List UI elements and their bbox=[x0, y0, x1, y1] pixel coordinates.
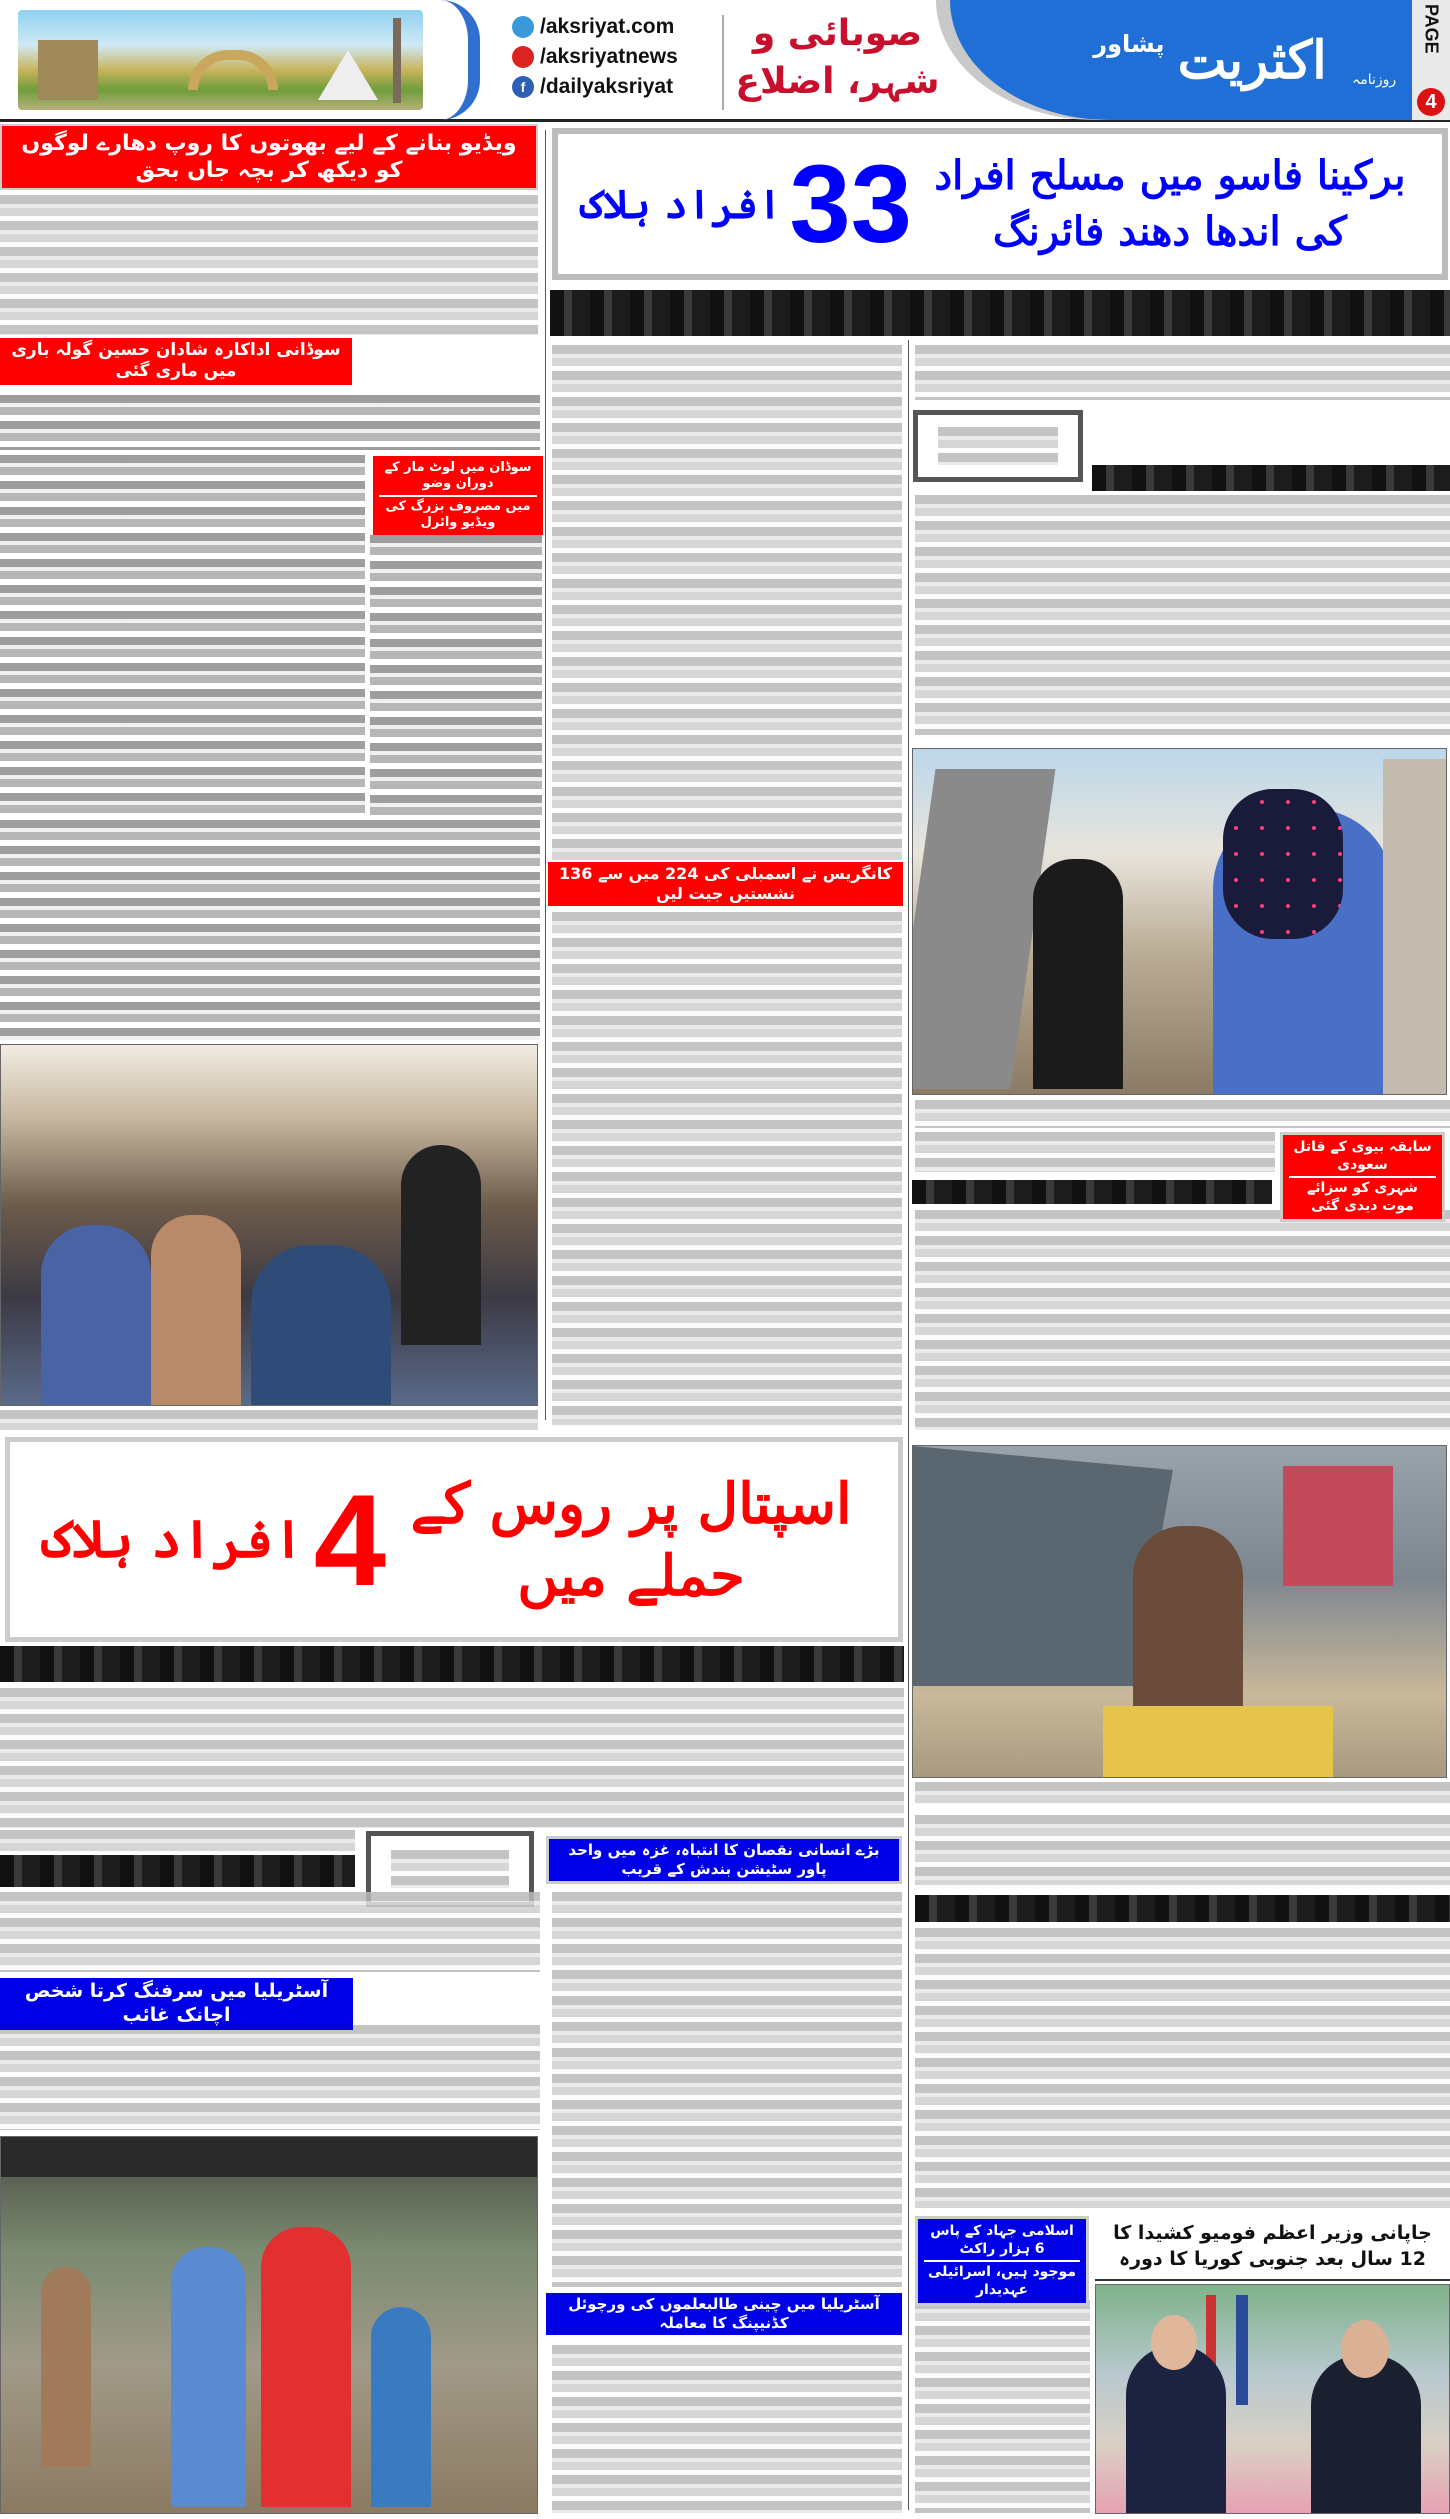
headline-gaza-power: بڑے انسانی نقصان کا انتباہ، غزہ میں واحد پاور سٹیشن بندش کے قریب bbox=[546, 1836, 902, 1884]
social-link-youtube[interactable]: /aksriyatnews bbox=[512, 42, 712, 72]
article-text bbox=[915, 345, 1450, 400]
article-text bbox=[0, 195, 538, 335]
headline-hospital-attack: اسپتال پر روس کے حملے میں 4 افراد ہلاک bbox=[5, 1437, 903, 1642]
subheadline-pixelated bbox=[915, 1895, 1450, 1922]
article-text bbox=[0, 1892, 540, 1972]
subheadline-pixelated bbox=[912, 1180, 1272, 1204]
headline-australia-surfer: آسٹریلیا میں سرفنگ کرتا شخص اچانک غائب bbox=[0, 1978, 353, 2030]
article-text bbox=[0, 820, 540, 1040]
photo-refugee-tent bbox=[912, 1445, 1447, 1778]
photo-caption bbox=[0, 1410, 538, 1430]
article-text bbox=[0, 395, 540, 450]
social-link-website[interactable]: /aksriyat.com bbox=[512, 12, 712, 42]
section-title: صوبائی و شہر، اضلاع bbox=[735, 13, 940, 102]
column-rule bbox=[545, 130, 546, 1420]
article-text bbox=[915, 1928, 1450, 2208]
column-rule bbox=[908, 340, 909, 2510]
paper-name: اکثریت bbox=[1177, 30, 1327, 91]
article-text bbox=[370, 535, 542, 818]
headline-sudan-wudu: سوڈان میں لوٹ مار کے دوران وضو میں مصروف بزرگ کی ویڈیو وائرل bbox=[373, 456, 543, 535]
article-text bbox=[0, 455, 365, 815]
article-text bbox=[915, 495, 1450, 735]
social-links bbox=[512, 12, 712, 102]
masthead bbox=[0, 0, 1450, 122]
paper-city: پشاور bbox=[1093, 30, 1165, 58]
article-text bbox=[0, 1830, 355, 1852]
photo-japan-korea-leaders bbox=[1095, 2284, 1450, 2514]
article-text bbox=[0, 2025, 540, 2130]
globe-icon bbox=[512, 16, 534, 38]
page-number-badge: PAGE 4 bbox=[1412, 0, 1450, 120]
article-text bbox=[915, 1132, 1275, 1172]
subheadline-pixelated bbox=[1092, 465, 1450, 491]
photo-children-megaphone bbox=[0, 2136, 538, 2514]
article-text bbox=[915, 1210, 1450, 1430]
youtube-icon bbox=[512, 46, 534, 68]
headline-ghost-video: ویڈیو بنانے کے لیے بھوتوں کا روپ دھارے لوگوں کو دیکھ کر بچہ جاں بحق bbox=[0, 124, 538, 190]
highlight-box bbox=[913, 410, 1083, 482]
headline-burkina-faso: برکینا فاسو میں مسلح افراد کی اندھا دھند فائرنگ 33 افراد ہلاک bbox=[552, 128, 1448, 280]
article-text bbox=[552, 1892, 902, 2287]
photo-caption bbox=[915, 1100, 1450, 1128]
social-link-facebook[interactable]: f /dailyaksriyat bbox=[512, 72, 712, 102]
article-text bbox=[552, 912, 902, 1425]
photo-crowd bbox=[0, 1044, 538, 1406]
article-text bbox=[915, 1815, 1450, 1885]
brand-banner bbox=[950, 0, 1450, 120]
article-text bbox=[915, 2300, 1090, 2513]
headline-saudi: سابقہ بیوی کے قاتل سعودی شہری کو سزائے موت دیدی گئی bbox=[1280, 1132, 1445, 1222]
subheadline-pixelated bbox=[0, 1855, 355, 1887]
photo-woman-child bbox=[912, 748, 1447, 1095]
subheadline-pixelated bbox=[550, 290, 1450, 336]
article-text bbox=[552, 2345, 902, 2513]
headline-congress: کانگریس نے اسمبلی کی 224 میں سے 136 نشستیں جیت لیں bbox=[548, 862, 903, 906]
header-photo-collage bbox=[18, 10, 423, 110]
headline-islamic-jihad: اسلامی جہاد کے پاس 6 ہزار راکٹ موجود ہیں، اسرائیلی عہدیدار bbox=[915, 2216, 1089, 2306]
headline-sudan-actress: سوڈانی اداکارہ شادان حسین گولہ باری میں ماری گئی bbox=[0, 338, 352, 385]
photo-caption bbox=[915, 1782, 1450, 1804]
facebook-icon: f bbox=[512, 76, 534, 98]
article-text bbox=[0, 1688, 904, 1828]
headline-australia-students: آسٹریلیا میں چینی طالبعلموں کی ورچوئل کڈنیپنگ کا معاملہ bbox=[546, 2293, 902, 2335]
paper-prefix: روزنامہ bbox=[1352, 72, 1397, 88]
headline-japan-pm: جاپانی وزیر اعظم فومیو کشیدا کا 12 سال بعد جنوبی کوریا کا دورہ bbox=[1095, 2213, 1450, 2281]
article-text bbox=[552, 345, 902, 860]
subheadline-pixelated bbox=[0, 1646, 904, 1682]
